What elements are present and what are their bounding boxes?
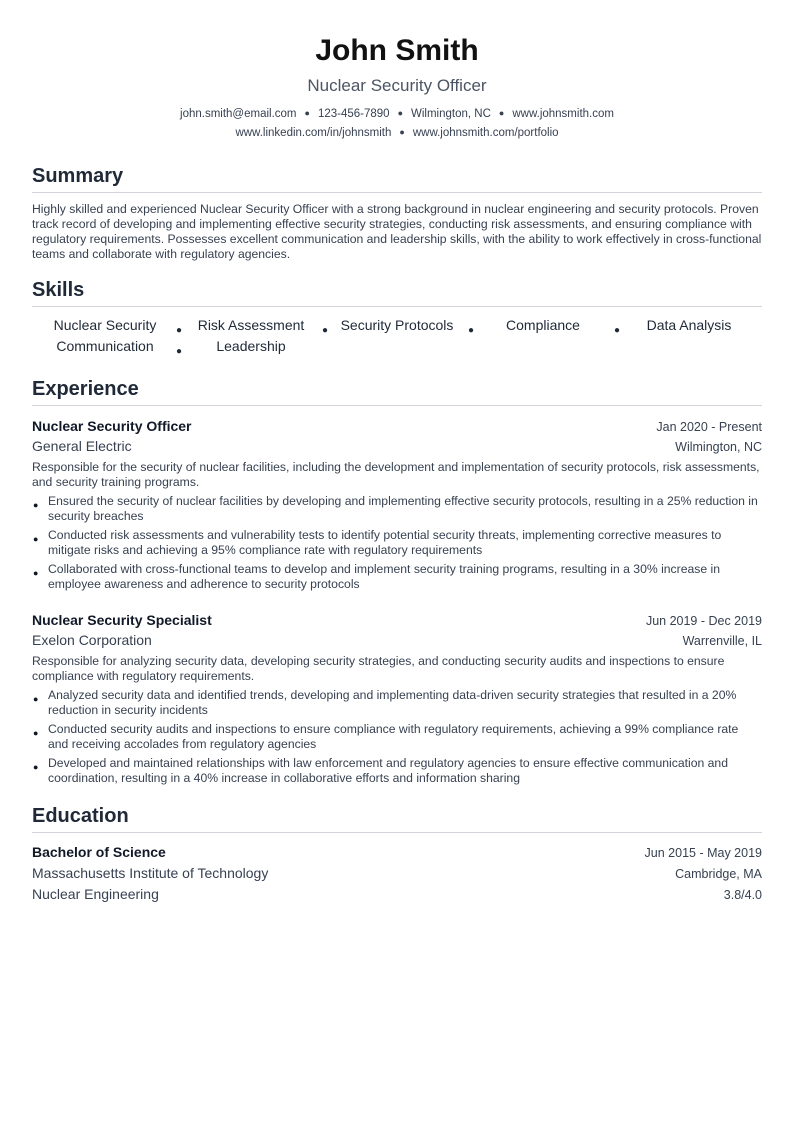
contact-linkedin[interactable]: www.linkedin.com/in/johnsmith (235, 127, 392, 139)
achievement-item (32, 722, 762, 752)
job-location: Wilmington, NC (675, 440, 762, 454)
degree: Bachelor of Science (32, 844, 166, 860)
job-date: Jun 2019 - Dec 2019 (645, 614, 762, 628)
summary-heading: Summary (32, 164, 762, 193)
school-name: Massachusetts Institute of Technology (32, 865, 269, 881)
skills-list (32, 315, 762, 357)
bullet-dot-icon: ● (33, 728, 39, 738)
resume-header (32, 33, 762, 142)
job-description: Responsible for the security of nuclear facilities, including the development and implementation of security protocols, risk assessments, and security training programs. (32, 460, 760, 489)
achievement-text: Conducted risk assessments and vulnerability tests to identify potential security threats, implementing corrective measures to mitigate risks and achieving a 95% compliance rate with regulatory requirements (48, 528, 722, 557)
skill-label: Risk Assessment (197, 317, 305, 333)
job-entry (32, 610, 762, 786)
job-date: Jan 2020 - Present (656, 420, 762, 434)
bullet-dot-icon: ● (175, 346, 182, 357)
school-location: Cambridge, MA (675, 867, 762, 881)
achievement-item (32, 494, 762, 524)
skills-heading: Skills (32, 278, 762, 307)
bullet-dot-icon: ● (33, 694, 39, 704)
job-company: Exelon Corporation (32, 632, 152, 648)
bullet-dot-icon: ● (33, 534, 39, 544)
bullet-dot-icon: ● (33, 500, 39, 510)
job-location: Warrenville, IL (682, 634, 762, 648)
field-of-study: Nuclear Engineering (32, 886, 159, 902)
job-title: Nuclear Security Specialist (32, 612, 212, 628)
separator-dot-icon: ● (397, 108, 404, 118)
job-achievements (32, 494, 762, 592)
contact-location: Wilmington, NC (411, 108, 491, 120)
education-section (32, 804, 762, 905)
experience-heading: Experience (32, 377, 762, 406)
bullet-dot-icon: ● (321, 325, 328, 336)
skill-label: Data Analysis (646, 317, 732, 333)
separator-dot-icon: ● (399, 127, 405, 137)
skill-item (32, 315, 182, 336)
separator-dot-icon: ● (498, 108, 505, 118)
separator-dot-icon: ● (304, 108, 310, 118)
achievement-text: Collaborated with cross-functional teams to develop and implement security training programs, resulting in a 30% increase in employee awareness and adherence to security protocols (48, 562, 721, 591)
candidate-name: John Smith (315, 34, 479, 67)
job-achievements (32, 688, 762, 786)
skill-item (178, 315, 328, 336)
contact-website[interactable]: www.johnsmith.com (512, 108, 614, 120)
education-entry (32, 842, 762, 905)
contact-portfolio[interactable]: www.johnsmith.com/portfolio (412, 127, 559, 139)
skill-label: Security Protocols (340, 317, 454, 333)
summary-text: Highly skilled and experienced Nuclear Security Officer with a strong background in nuclear engineering and security protocols. Proven track record of developing and implementing effective security strategies, conducting risk assessments, and ensuring compliance with regulatory requirements. Possesses excellent communication and leadership skills, with the ability to work effectively in cross-functional teams and collaborate with regulatory agencies. (32, 202, 762, 261)
bullet-dot-icon: ● (33, 568, 39, 578)
job-description: Responsible for analyzing security data, developing security strategies, and conducting security audits and inspections to ensure compliance with regulatory requirements. (32, 654, 725, 683)
bullet-dot-icon: ● (467, 325, 474, 336)
job-entry (32, 416, 762, 592)
bullet-dot-icon: ● (613, 325, 620, 336)
skill-item (178, 336, 324, 357)
contact-line-1 (32, 104, 762, 123)
skill-label: Communication (56, 338, 154, 354)
skill-label: Compliance (506, 317, 580, 333)
achievement-text: Conducted security audits and inspections to ensure compliance with regulatory requirements, achieving a 99% compliance rate and receiving accolades from regulatory agencies (48, 722, 739, 751)
achievement-text: Developed and maintained relationships with law enforcement and regulatory agencies to ensure effective communication and coordination, resulting in a 40% increase in collaborative efforts and information sharing (48, 756, 728, 785)
skill-item (470, 315, 620, 336)
summary-section (32, 164, 762, 262)
achievement-item (32, 528, 762, 558)
contact-line-2 (32, 123, 762, 142)
job-company: General Electric (32, 438, 132, 454)
achievement-item (32, 562, 762, 592)
bullet-dot-icon: ● (175, 325, 182, 336)
achievement-text: Analyzed security data and identified trends, developing and implementing data-driven security strategies that resulted in a 20% reduction in security incidents (48, 688, 737, 717)
contact-phone[interactable]: 123-456-7890 (317, 108, 390, 120)
achievement-item (32, 756, 762, 786)
achievement-item (32, 688, 762, 718)
achievement-text: Ensured the security of nuclear facilities by developing and implementing effective security protocols, resulting in a 25% reduction in security breaches (48, 494, 758, 523)
skill-item (616, 315, 762, 336)
education-date: Jun 2015 - May 2019 (644, 846, 762, 860)
skill-item (32, 336, 182, 357)
skill-item (324, 315, 474, 336)
skills-section (32, 278, 762, 357)
education-heading: Education (32, 804, 762, 833)
experience-section (32, 377, 762, 786)
bullet-dot-icon: ● (33, 762, 39, 772)
job-title: Nuclear Security Officer (32, 418, 192, 434)
contact-email[interactable]: john.smith@email.com (180, 108, 297, 120)
skill-label: Nuclear Security (53, 317, 157, 333)
gpa: 3.8/4.0 (723, 888, 762, 902)
skill-label: Leadership (216, 338, 286, 354)
candidate-title: Nuclear Security Officer (307, 76, 487, 95)
